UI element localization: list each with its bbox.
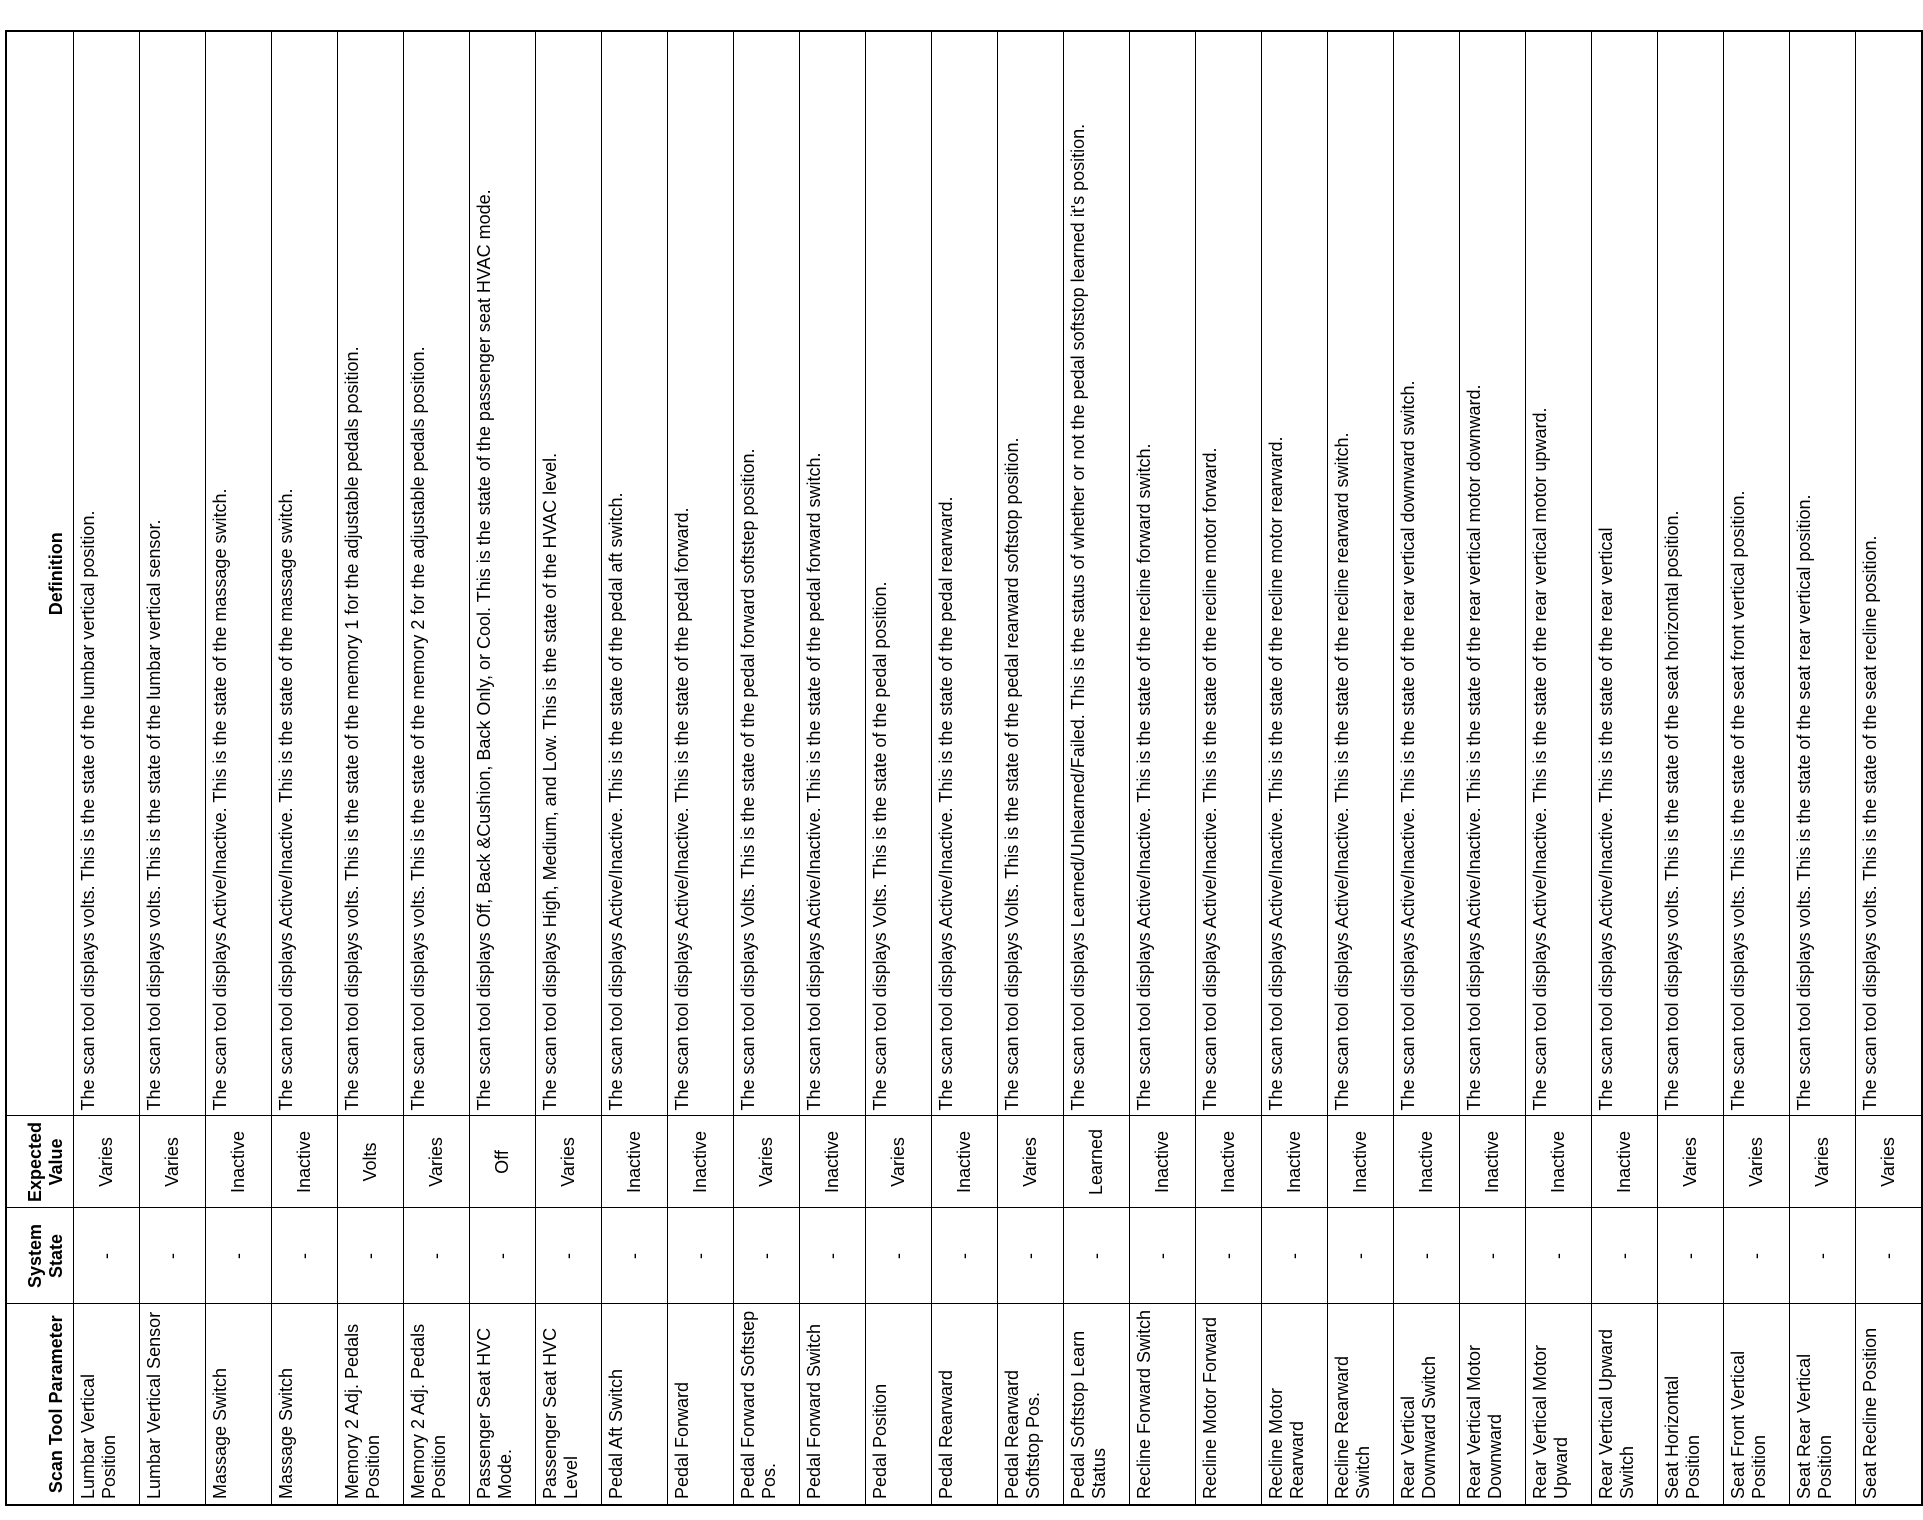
table-row (1526, 31, 1592, 1505)
expected-value-cell: Varies (866, 1116, 932, 1208)
expected-value-cell: Inactive (1130, 1116, 1196, 1208)
expected-value-cell: Varies (536, 1116, 602, 1208)
header-definition: Definition (6, 31, 74, 1116)
expected-value-cell: Varies (74, 1116, 140, 1208)
expected-value-cell: Inactive (932, 1116, 998, 1208)
definition-cell: The scan tool displays volts. This is the state of the memory 1 for the adjustable pedals position. (338, 31, 404, 1116)
system-state-cell: - (1790, 1208, 1856, 1304)
system-state-cell: - (1196, 1208, 1262, 1304)
system-state-cell: - (74, 1208, 140, 1304)
parameter-cell: Memory 2 Adj. Pedals Position (338, 1304, 404, 1505)
expected-value-cell: Inactive (1592, 1116, 1658, 1208)
header-scan-tool-parameter: Scan Tool Parameter (6, 1304, 74, 1505)
system-state-cell: - (206, 1208, 272, 1304)
parameter-cell: Recline Forward Switch (1130, 1304, 1196, 1505)
definition-cell: The scan tool displays Active/Inactive. This is the state of the recline forward switch. (1130, 31, 1196, 1116)
expected-value-cell: Varies (1658, 1116, 1724, 1208)
parameter-cell: Passenger Seat HVC Mode. (470, 1304, 536, 1505)
table-row (1856, 31, 1923, 1505)
system-state-cell: - (1724, 1208, 1790, 1304)
expected-value-cell: Varies (140, 1116, 206, 1208)
table-row (1724, 31, 1790, 1505)
parameter-cell: Pedal Position (866, 1304, 932, 1505)
definition-cell: The scan tool displays Off, Back &Cushion, Back Only, or Cool. This is the state of the passenger seat HVAC mode. (470, 31, 536, 1116)
expected-value-cell: Inactive (272, 1116, 338, 1208)
system-state-cell: - (272, 1208, 338, 1304)
parameter-cell: Pedal Aft Switch (602, 1304, 668, 1505)
header-expected-value: Expected Value (6, 1116, 74, 1208)
table-row (1460, 31, 1526, 1505)
definition-cell: The scan tool displays volts. This is the state of the lumbar vertical position. (74, 31, 140, 1116)
expected-value-cell: Varies (998, 1116, 1064, 1208)
table-row (1064, 31, 1130, 1505)
system-state-cell: - (932, 1208, 998, 1304)
parameter-cell: Rear Vertical Motor Upward (1526, 1304, 1592, 1505)
system-state-cell: - (536, 1208, 602, 1304)
system-state-cell: - (1658, 1208, 1724, 1304)
parameter-cell: Pedal Softstop Learn Status (1064, 1304, 1130, 1505)
table-row (404, 31, 470, 1505)
system-state-cell: - (1394, 1208, 1460, 1304)
parameter-cell: Lumbar Vertical Sensor (140, 1304, 206, 1505)
expected-value-cell: Inactive (602, 1116, 668, 1208)
parameter-cell: Seat Horizontal Position (1658, 1304, 1724, 1505)
system-state-cell: - (1526, 1208, 1592, 1304)
system-state-cell: - (404, 1208, 470, 1304)
definition-cell: The scan tool displays High, Medium, and Low. This is the state of the HVAC level. (536, 31, 602, 1116)
parameter-cell: Massage Switch (206, 1304, 272, 1505)
header-row (6, 31, 74, 1505)
definition-cell: The scan tool displays Active/Inactive. This is the state of the rear vertical motor downward. (1460, 31, 1526, 1116)
definition-cell: The scan tool displays Active/Inactive. This is the state of the pedal aft switch. (602, 31, 668, 1116)
parameter-cell: Recline Motor Rearward (1262, 1304, 1328, 1505)
system-state-cell: - (1592, 1208, 1658, 1304)
expected-value-cell: Inactive (206, 1116, 272, 1208)
parameter-cell: Rear Vertical Downward Switch (1394, 1304, 1460, 1505)
table-row (800, 31, 866, 1505)
table-row (74, 31, 140, 1505)
definition-cell: The scan tool displays Active/Inactive. This is the state of the rear vertical motor upward. (1526, 31, 1592, 1116)
table-row (1328, 31, 1394, 1505)
expected-value-cell: Learned (1064, 1116, 1130, 1208)
system-state-cell: - (140, 1208, 206, 1304)
table-row (866, 31, 932, 1505)
system-state-cell: - (800, 1208, 866, 1304)
parameter-cell: Pedal Rearward Softstop Pos. (998, 1304, 1064, 1505)
parameter-cell: Passenger Seat HVC Level (536, 1304, 602, 1505)
table-row (1196, 31, 1262, 1505)
table-row (998, 31, 1064, 1505)
expected-value-cell: Varies (734, 1116, 800, 1208)
definition-cell: The scan tool displays Learned/Unlearned/Failed. This is the status of whether or not the pedal softstop learned it's position. (1064, 31, 1130, 1116)
definition-cell: The scan tool displays Active/Inactive. This is the state of the recline rearward switch. (1328, 31, 1394, 1116)
definition-cell: The scan tool displays volts. This is the state of the seat front vertical position. (1724, 31, 1790, 1116)
system-state-cell: - (1460, 1208, 1526, 1304)
expected-value-cell: Volts (338, 1116, 404, 1208)
system-state-cell: - (866, 1208, 932, 1304)
table-row (602, 31, 668, 1505)
expected-value-cell: Varies (1856, 1116, 1923, 1208)
parameter-cell: Rear Vertical Motor Downward (1460, 1304, 1526, 1505)
scan-tool-parameter-table (5, 30, 1923, 1506)
expected-value-cell: Inactive (800, 1116, 866, 1208)
definition-cell: The scan tool displays Active/Inactive. This is the state of the massage switch. (272, 31, 338, 1116)
system-state-cell: - (338, 1208, 404, 1304)
parameter-cell: Pedal Forward Softstep Pos. (734, 1304, 800, 1505)
table-row (1790, 31, 1856, 1505)
table-row (668, 31, 734, 1505)
parameter-cell: Recline Motor Forward (1196, 1304, 1262, 1505)
table-row (140, 31, 206, 1505)
definition-cell: The scan tool displays Active/Inactive. This is the state of the rear vertical (1592, 31, 1658, 1116)
table-row (1262, 31, 1328, 1505)
system-state-cell: - (1262, 1208, 1328, 1304)
parameter-cell: Pedal Forward (668, 1304, 734, 1505)
parameter-cell: Lumbar Vertical Position (74, 1304, 140, 1505)
parameter-cell: Seat Recline Position (1856, 1304, 1923, 1505)
table-row (1658, 31, 1724, 1505)
system-state-cell: - (998, 1208, 1064, 1304)
parameter-cell: Seat Rear Vertical Position (1790, 1304, 1856, 1505)
table-row (206, 31, 272, 1505)
table-row (338, 31, 404, 1505)
rotated-page (0, 20, 1898, 1520)
parameter-cell: Rear Vertical Upward Switch (1592, 1304, 1658, 1505)
system-state-cell: - (1856, 1208, 1923, 1304)
table-row (932, 31, 998, 1505)
definition-cell: The scan tool displays Volts. This is the state of the pedal rearward softstop position. (998, 31, 1064, 1116)
parameter-cell: Massage Switch (272, 1304, 338, 1505)
expected-value-cell: Inactive (1460, 1116, 1526, 1208)
table-row (470, 31, 536, 1505)
expected-value-cell: Inactive (668, 1116, 734, 1208)
parameter-cell: Memory 2 Adj. Pedals Position (404, 1304, 470, 1505)
expected-value-cell: Varies (1724, 1116, 1790, 1208)
expected-value-cell: Inactive (1196, 1116, 1262, 1208)
system-state-cell: - (1064, 1208, 1130, 1304)
expected-value-cell: Varies (1790, 1116, 1856, 1208)
system-state-cell: - (668, 1208, 734, 1304)
definition-cell: The scan tool displays Volts. This is the state of the pedal forward softstep position. (734, 31, 800, 1116)
definition-cell: The scan tool displays Active/Inactive. This is the state of the recline motor rearward. (1262, 31, 1328, 1116)
system-state-cell: - (1130, 1208, 1196, 1304)
parameter-cell: Pedal Forward Switch (800, 1304, 866, 1505)
definition-cell: The scan tool displays Active/Inactive. This is the state of the pedal forward. (668, 31, 734, 1116)
table-row (536, 31, 602, 1505)
system-state-cell: - (1328, 1208, 1394, 1304)
definition-cell: The scan tool displays volts. This is the state of the seat horizontal position. (1658, 31, 1724, 1116)
table-row (272, 31, 338, 1505)
header-system-state: System State (6, 1208, 74, 1304)
definition-cell: The scan tool displays Active/Inactive. This is the state of the massage switch. (206, 31, 272, 1116)
parameter-cell: Recline Rearward Switch (1328, 1304, 1394, 1505)
definition-cell: The scan tool displays volts. This is the state of the lumbar vertical sensor. (140, 31, 206, 1116)
definition-cell: The scan tool displays volts. This is the state of the memory 2 for the adjustable pedals position. (404, 31, 470, 1116)
definition-cell: The scan tool displays Active/Inactive. This is the state of the pedal forward switch. (800, 31, 866, 1116)
expected-value-cell: Inactive (1328, 1116, 1394, 1208)
expected-value-cell: Inactive (1526, 1116, 1592, 1208)
table-row (1130, 31, 1196, 1505)
expected-value-cell: Inactive (1394, 1116, 1460, 1208)
expected-value-cell: Varies (404, 1116, 470, 1208)
definition-cell: The scan tool displays Active/Inactive. This is the state of the recline motor forward. (1196, 31, 1262, 1116)
definition-cell: The scan tool displays Active/Inactive. This is the state of the rear vertical downward switch. (1394, 31, 1460, 1116)
definition-cell: The scan tool displays Active/Inactive. This is the state of the pedal rearward. (932, 31, 998, 1116)
table-row (1592, 31, 1658, 1505)
definition-cell: The scan tool displays volts. This is the state of the seat rear vertical position. (1790, 31, 1856, 1116)
system-state-cell: - (734, 1208, 800, 1304)
table-row (1394, 31, 1460, 1505)
expected-value-cell: Inactive (1262, 1116, 1328, 1208)
definition-cell: The scan tool displays volts. This is the state of the seat recline position. (1856, 31, 1923, 1116)
table-row (734, 31, 800, 1505)
definition-cell: The scan tool displays Volts. This is the state of the pedal position. (866, 31, 932, 1116)
system-state-cell: - (470, 1208, 536, 1304)
parameter-cell: Pedal Rearward (932, 1304, 998, 1505)
expected-value-cell: Off (470, 1116, 536, 1208)
system-state-cell: - (602, 1208, 668, 1304)
parameter-cell: Seat Front Vertical Position (1724, 1304, 1790, 1505)
